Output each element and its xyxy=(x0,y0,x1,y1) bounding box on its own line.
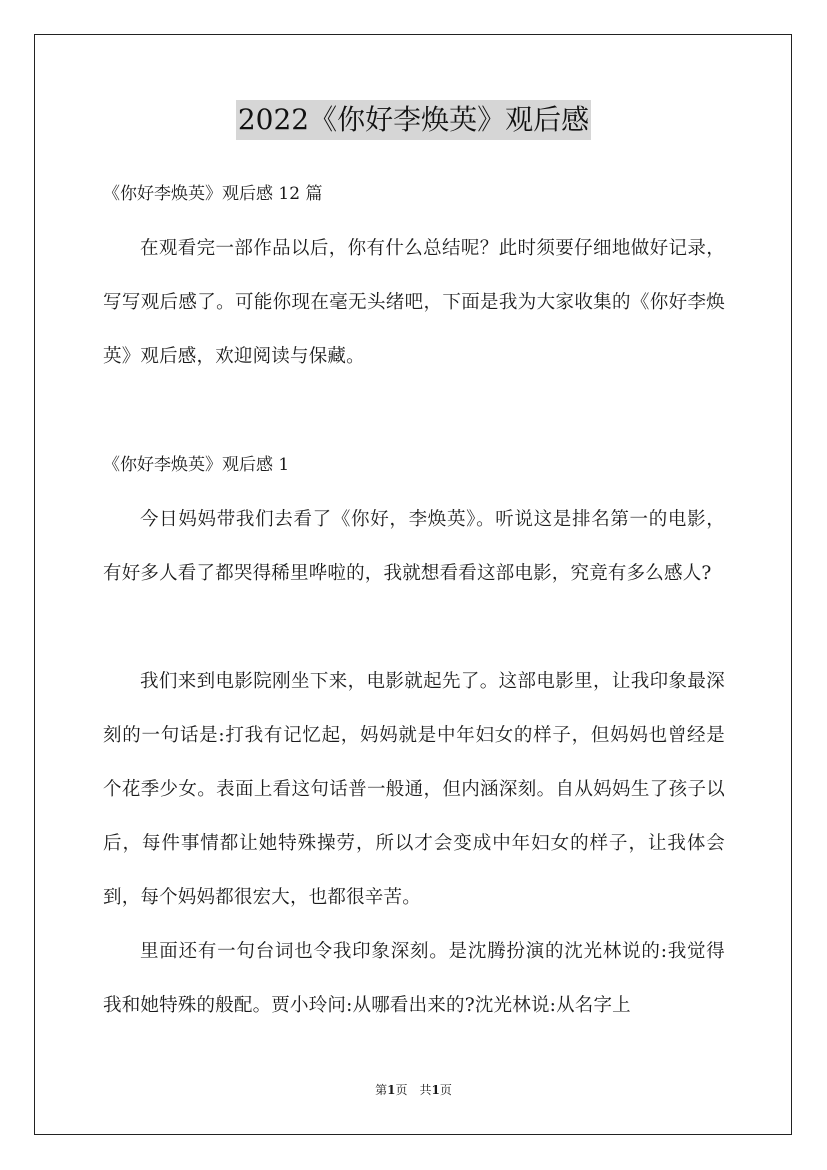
body-paragraph-3: 里面还有一句台词也令我印象深刻。是沈腾扮演的沈光林说的:我觉得我和她特殊的般配。贾小玲问:从哪看出来的?沈光林说:从名字上 xyxy=(103,941,725,1016)
document-subtitle: 《你好李焕英》观后感 12 篇 xyxy=(103,184,323,204)
footer-total-prefix: 共 xyxy=(419,1083,432,1097)
body-paragraph-2: 我们来到电影院刚坐下来，电影就起先了。这部电影里，让我印象最深刻的一句话是:打我有记忆起，妈妈就是中年妇女的样子，但妈妈也曾经是个花季少女。表面上看这句话普一般通，但内涵深刻。自从妈妈生了孩子以后，每件事情都让她特殊操劳，所以才会变成中年妇女的样子，让我体会到，每个妈妈都很宏大，也都很辛苦。 xyxy=(103,671,725,908)
section-heading: 《你好李焕英》观后感 1 xyxy=(103,455,290,475)
body-paragraph-1: 今日妈妈带我们去看了《你好，李焕英》。听说这是排名第一的电影，有好多人看了都哭得稀里哗啦的，我就想看看这部电影，究竟有多么感人? xyxy=(103,509,725,584)
footer-page-number: 1 xyxy=(387,1083,396,1097)
title-container xyxy=(0,100,827,140)
intro-paragraph: 在观看完一部作品以后，你有什么总结呢？此时须要仔细地做好记录，写写观后感了。可能你现在毫无头绪吧，下面是我为大家收集的《你好李焕英》观后感，欢迎阅读与保藏。 xyxy=(103,238,725,367)
page-footer xyxy=(0,1081,827,1099)
footer-total-suffix: 页 xyxy=(439,1083,452,1097)
document-title: 2022《你好李焕英》观后感 xyxy=(236,100,591,140)
footer-total-number: 1 xyxy=(431,1083,440,1097)
footer-page-prefix: 第 xyxy=(375,1083,388,1097)
footer-page-suffix: 页 xyxy=(395,1083,408,1097)
